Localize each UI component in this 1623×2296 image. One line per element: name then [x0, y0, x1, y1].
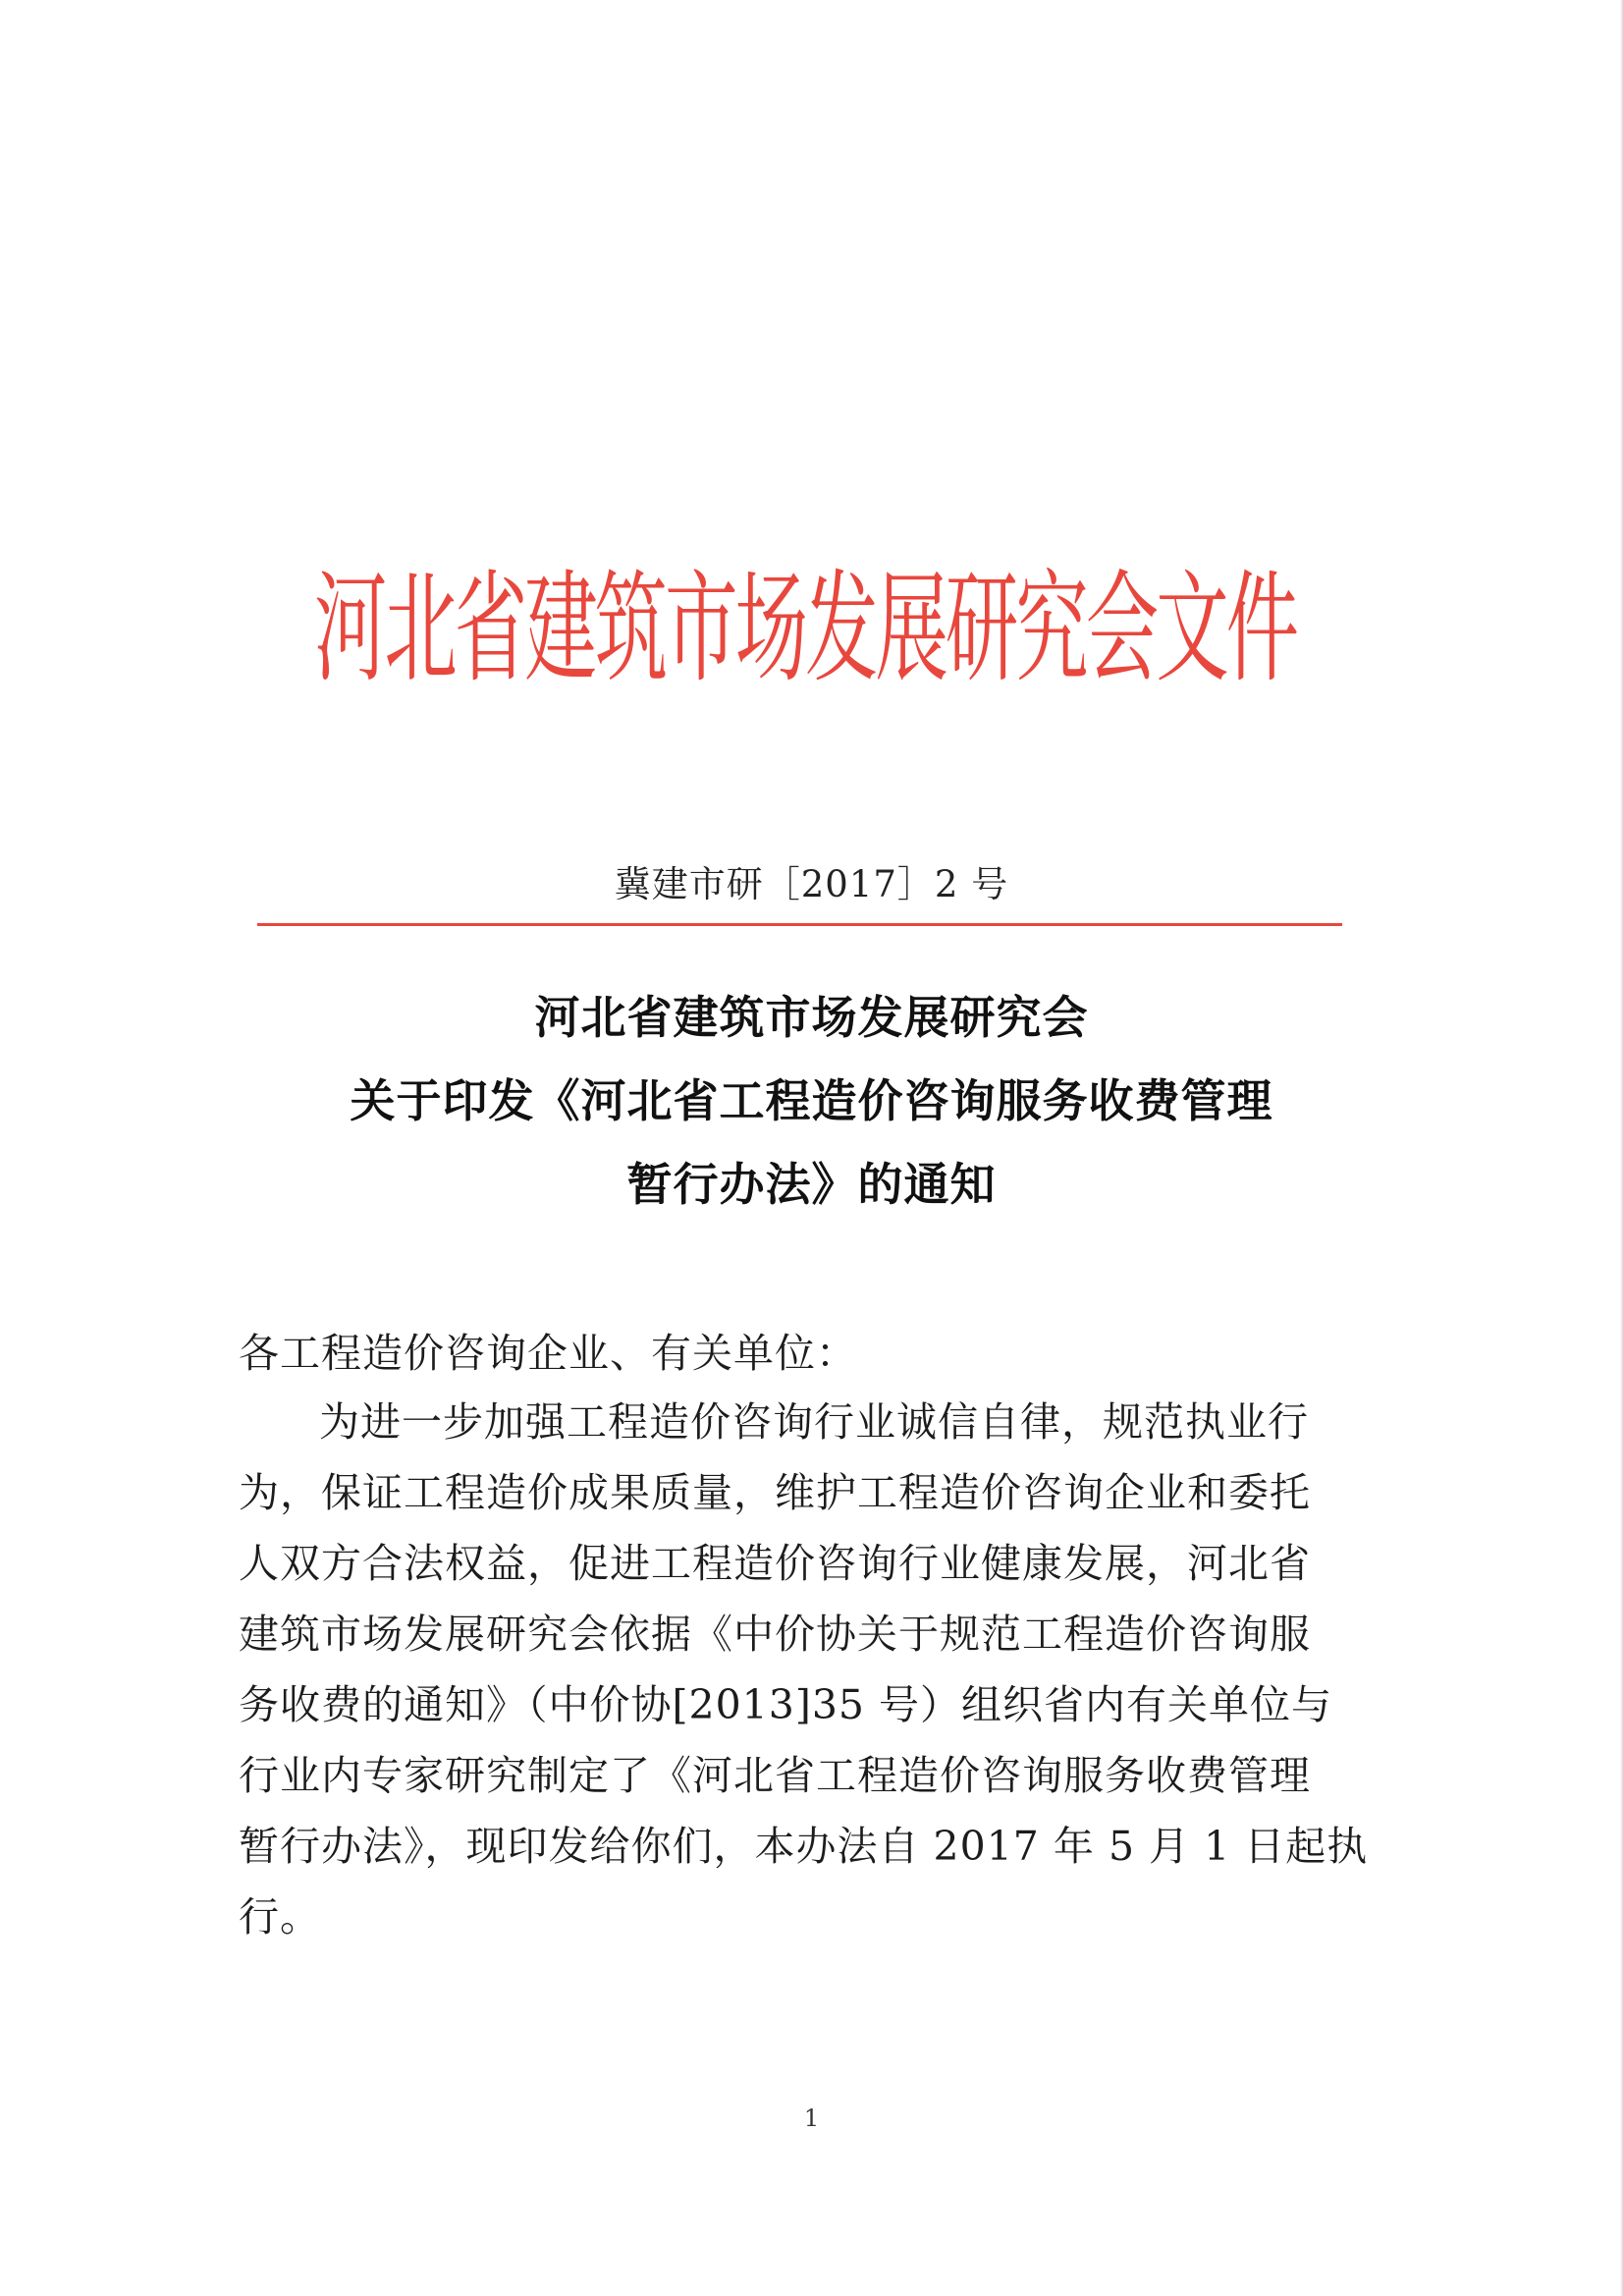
body-line-2: 为，保证工程造价成果质量，维护工程造价咨询企业和委托: [239, 1469, 1311, 1516]
body-line-7: 暂行办法》，现印发给你们，本办法自 2017 年 5 月 1 日起执: [239, 1823, 1369, 1870]
body-line-6: 行业内专家研究制定了《河北省工程造价咨询服务收费管理: [239, 1752, 1311, 1799]
body-line-5: 务收费的通知》（中价协[2013]35 号）组织省内有关单位与: [239, 1681, 1333, 1728]
page-number: 1: [803, 2105, 820, 2132]
notice-title-line-3: 暂行办法》的通知: [626, 1158, 997, 1211]
notice-title-line-1: 河北省建筑市场发展研究会: [534, 991, 1089, 1044]
body-line-4: 建筑市场发展研究会依据《中价协关于规范工程造价咨询服: [239, 1611, 1311, 1658]
body-line-8: 行。: [239, 1893, 321, 1941]
body-line-1: 为进一步加强工程造价咨询行业诚信自律，规范执业行: [319, 1398, 1309, 1446]
notice-title-line-2: 关于印发《河北省工程造价咨询服务收费管理: [350, 1074, 1273, 1127]
masthead-title: 河北省建筑市场发展研究会文件: [313, 559, 1297, 699]
red-divider-line: [257, 923, 1342, 926]
body-line-3: 人双方合法权益，促进工程造价咨询行业健康发展，河北省: [239, 1540, 1311, 1587]
document-number: 冀建市研［2017］2 号: [614, 863, 1009, 905]
salutation: 各工程造价咨询企业、有关单位：: [239, 1330, 857, 1377]
